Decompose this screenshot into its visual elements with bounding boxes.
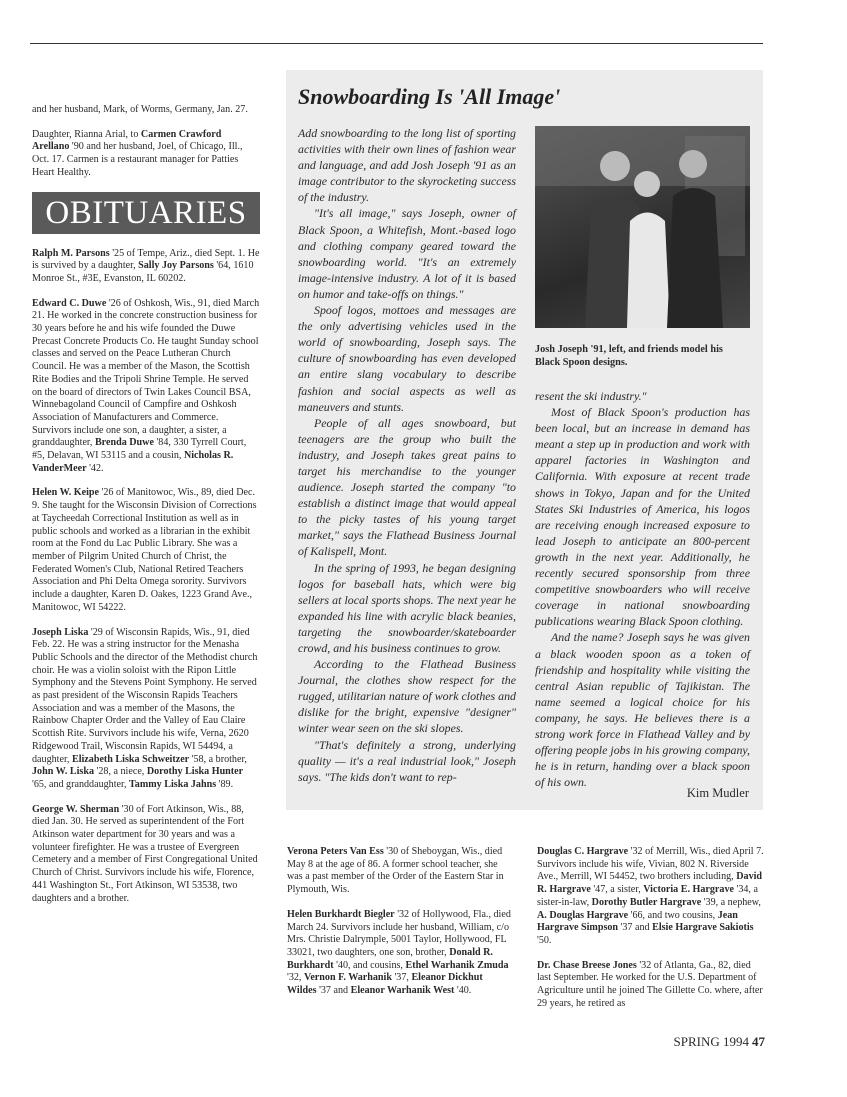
obituary-entry: Joseph Liska '29 of Wisconsin Rapids, Wis., 91, died Feb. 22. He was a string instructor for the Menasha Public Schools and the director of the Methodist church choir. He was a violin soloist with the Ripon Little Symphony and the Stevens Point Symphony. He served as past president of the Wisconsin Rapids Teachers Association and was a member of the Masons, the Rainbow Chapter Order and the Valley of Eau Claire Scottish Rite. Survivors include his wife, Verna, 2620 Ridgewood Trail, Wisconsin Rapids, WI 54494, a daughter, Elizabeth Liska Schweitzer '58, a brother, John W. Liska '28, a niece, Dorothy Liska Hunter '65, and granddaughter, Tammy Liska Jahns '89. — [32, 626, 258, 790]
article-paragraph: According to the Flathead Business Journal, the clothes show respect for the rugged, utilitarian nature of work clothes and dislike for the bright, expensive "designer" winter wear seen on the ski slopes. — [298, 657, 516, 736]
article-paragraph: Spoof logos, mottoes and messages are the only advertising vehicles used in the world of snowboarding, Joseph says. The culture of snowboarding has even developed an entire slang vocabulary to describe fashion and social aspects as well as maneuvers and stunts. — [298, 303, 516, 414]
article-paragraph: Add snowboarding to the long list of sporting activities with their own lines of fashion wear and language, and add Josh Joseph '91 as an image contributor to the skyrocketing success of the industry. — [298, 126, 516, 205]
obituary-entry: Verona Peters Van Ess '30 of Sheboygan, Wis., died May 8 at the age of 86. A former school teacher, she was a past member of the Order of the Eastern Star in Plymouth, Wis. — [287, 846, 504, 896]
article-paragraph: "It's all image," says Joseph, owner of Black Spoon, a Whitefish, Mont.-based logo and clothing company geared toward the snowboarding world. "It's an extremely image-intensive industry. A lot of it is based on humor and take-offs on things." — [298, 206, 516, 301]
article-paragraph: resent the ski industry." — [535, 389, 647, 403]
page-number: 47 — [752, 1034, 765, 1049]
obituary-entry: Douglas C. Hargrave '32 of Merrill, Wis., died April 7. Survivors include his wife, Vivian, 802 N. Riverside Ave., Merrill, WI 54452, two brothers including, David R. Hargrave '47, a sister, Victoria E. Hargrave '34, a sister-in-law, Dorothy Butler Hargrave '39, a nephew, A. Douglas Hargrave '66, and two cousins, Jean Hargrave Simpson '37 and Elsie Hargrave Sakiotis '50. — [537, 846, 764, 946]
obituary-entry: George W. Sherman '30 of Fort Atkinson, Wis., 88, died Jan. 30. He served as superintendent of the Fort Atkinson water department for 30 years and was a volunteer firefighter. He was a trustee of Evergreen Cemetery and a member of First Congregational United Church of Christ. Survivors include his wife, Florence, 441 Washington St., Fort Atkinson, WI 53538, two daughters and a brother. — [32, 803, 258, 904]
obituaries-heading: OBITUARIES — [32, 192, 260, 234]
article-column-1 — [298, 125, 516, 785]
article-paragraph: Most of Black Spoon's production has been local, but an increase in demand has meant a step up in production and work with apparel factories in Washington and California. With exposure at recent trade shows in Tokyo, Japan and for the United States Ski Industries of America, his logos are receiving enough increased exposure to lead Joseph to anticipate an 800-percent growth in the next year. Additionally, he recently secured sponsorship from three competitive snowboarders who will receive coverage in national snowboarding publications wearing Black Spoon clothing. — [535, 405, 750, 629]
article-paragraph: "That's definitely a strong, underlying quality — it's a real industrial look," Joseph says. "The kids don't want to rep- — [298, 737, 516, 784]
article-paragraph: In the spring of 1993, he began designing logos for baseball hats, which were big sellers at local sports shops. The next year he expanded his line with acrylic black beanies, targeting the snowboarder/skateboarder crowd, and his business continues to grow. — [298, 560, 516, 655]
obituary-entry: Edward C. Duwe '26 of Oshkosh, Wis., 91, died March 21. He worked in the concrete construction business for 30 years before he and his wife founded the Duwe Precast Concrete Products Co. He taught Sunday school classes and served on the Peace Lutheran Church Council. He was a member of the Mason, the Scottish Rite Bodies and the Tripoli Shrine Temple. He served on the board of directors of Twin Lakes Council BSA, Winnebagoland Council of Campfire and Oshkosh Association of Manufacturers and Commerce. Survivors include one son, a daughter, a sister, a granddaughter, Brenda Duwe '84, 330 Tyrrell Court, #5, Delavan, WI 53115 and a cousin, Nicholas R. VanderMeer '42. — [32, 297, 260, 474]
obituary-entry: Ralph M. Parsons '25 of Tempe, Ariz., died Sept. 1. He is survived by a daughter, Sally Joy Parsons '64, 1610 Monroe St., #3E, Evanston, IL 60202. — [32, 247, 260, 284]
obituary-entry: Helen Burkhardt Biegler '32 of Hollywood, Fla., died March 24. Survivors include her husband, William, c/o Mrs. Christie Dalrymple, 5001 Taylor, Hollywood, FL 33021, two daughters, one son, brother, Donald R. Burkhardt '40, and cousins, Ethel Warhanik Zmuda '32, Vernon F. Warhanik '37, Eleanor Dickhut Wildes '37 and Eleanor Warhanik West '40. — [287, 908, 511, 997]
right-column — [537, 846, 764, 1022]
article-column-2 — [535, 388, 750, 790]
article-byline: Kim Mudler — [686, 786, 749, 800]
article-title: Snowboarding Is 'All Image' — [298, 84, 561, 109]
alumni-name: Carmen Crawford Arellano — [32, 128, 222, 153]
birth-note: Daughter, Rianna Arial, to Carmen Crawford Arellano '90 and her husband, Joel, of Chicago, Ill., Oct. 17. Carmen is a restaurant manager for Patties Heart Healthy. — [32, 128, 243, 178]
article-photo — [535, 126, 750, 328]
article-paragraph: People of all ages snowboard, but teenagers are the group who built the industry, and Joseph takes great pains to target his merchandise to the younger audience. Joseph started the company "to establish a distinct image that would appeal to the picky tastes of his young target market," says the Flathead Business Journal of Kalispell, Mont. — [298, 415, 516, 559]
issue-label: SPRING 1994 — [673, 1034, 749, 1049]
top-rule — [30, 43, 763, 44]
left-column — [32, 104, 260, 917]
page-footer — [674, 1034, 766, 1050]
middle-column — [287, 846, 514, 1010]
birth-note-continued: and her husband, Mark, of Worms, Germany, Jan. 27. — [32, 104, 248, 115]
snowboarding-sidebar — [286, 70, 763, 810]
obituary-entry: Dr. Chase Breese Jones '32 of Atlanta, Ga., 82, died last September. He worked for the U.S. Department of Agriculture until he joined The Gillette Co. where, after 29 years, he retired as — [537, 959, 763, 1009]
article-paragraph: And the name? Joseph says he was given a black wooden spoon as a token of friendship and hospitality while visiting the central Asian republic of Tajikistan. The name seemed a logical choice for his company, he says. He believes there is a strong work force in Flathead Valley and by offering people jobs in his growing company, he is in return, handing over a black spoon of his own. — [535, 630, 750, 790]
photo-caption: Josh Joseph '91, left, and friends model his Black Spoon designs. — [535, 344, 723, 368]
obituary-entry: Helen W. Keipe '26 of Manitowoc, Wis., 89, died Dec. 9. She taught for the Wisconsin Division of Corrections at Taycheedah Correctional Institution as well as in public schools and worked as a librarian in the exhibit room at the Fond du Lac Public Library. She was a member of Pilgrim United Church of Christ, the Federated Women's Club, National Retired Teachers Association and Phi Delta Omega sorority. Survivors include a daughter, Karen D. Oakes, 1223 Grand Ave., Manitowoc, WI 54222. — [32, 487, 257, 613]
